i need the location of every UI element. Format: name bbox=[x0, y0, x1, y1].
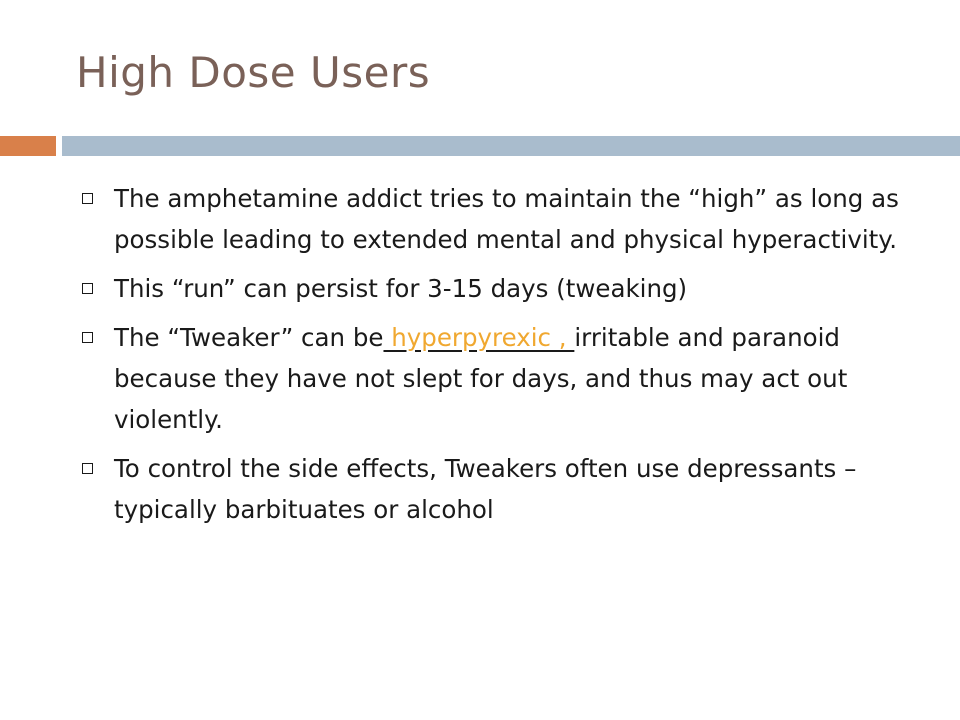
bullet-text: This “run” can persist for 3-15 days (tweaking) bbox=[114, 274, 688, 303]
bullet-item bbox=[82, 268, 932, 309]
bullet-item bbox=[82, 317, 932, 440]
bullet-text: To control the side effects, Tweakers often use depressants – typically barbituates or alcohol bbox=[114, 454, 857, 524]
bullet-item bbox=[82, 178, 932, 260]
bullet-text: The amphetamine addict tries to maintain the “high” as long as possible leading to extended mental and physical hyperactivity. bbox=[114, 184, 899, 254]
header-rule-bar bbox=[62, 136, 960, 156]
hyperpyrexic-link[interactable]: hyperpyrexic , bbox=[383, 323, 575, 352]
accent-bar bbox=[0, 136, 56, 156]
bullet-item bbox=[82, 448, 932, 530]
slide-title: High Dose Users bbox=[76, 48, 431, 97]
bullet-text-before: The “Tweaker” can be bbox=[114, 323, 384, 352]
bullet-text-after: irritable and paranoid because they have not slept for days, and thus may act out violently. bbox=[114, 323, 848, 434]
square-bullet-icon bbox=[82, 463, 93, 474]
square-bullet-icon bbox=[82, 332, 93, 343]
square-bullet-icon bbox=[82, 193, 93, 204]
square-bullet-icon bbox=[82, 283, 93, 294]
bullet-list bbox=[82, 178, 932, 538]
